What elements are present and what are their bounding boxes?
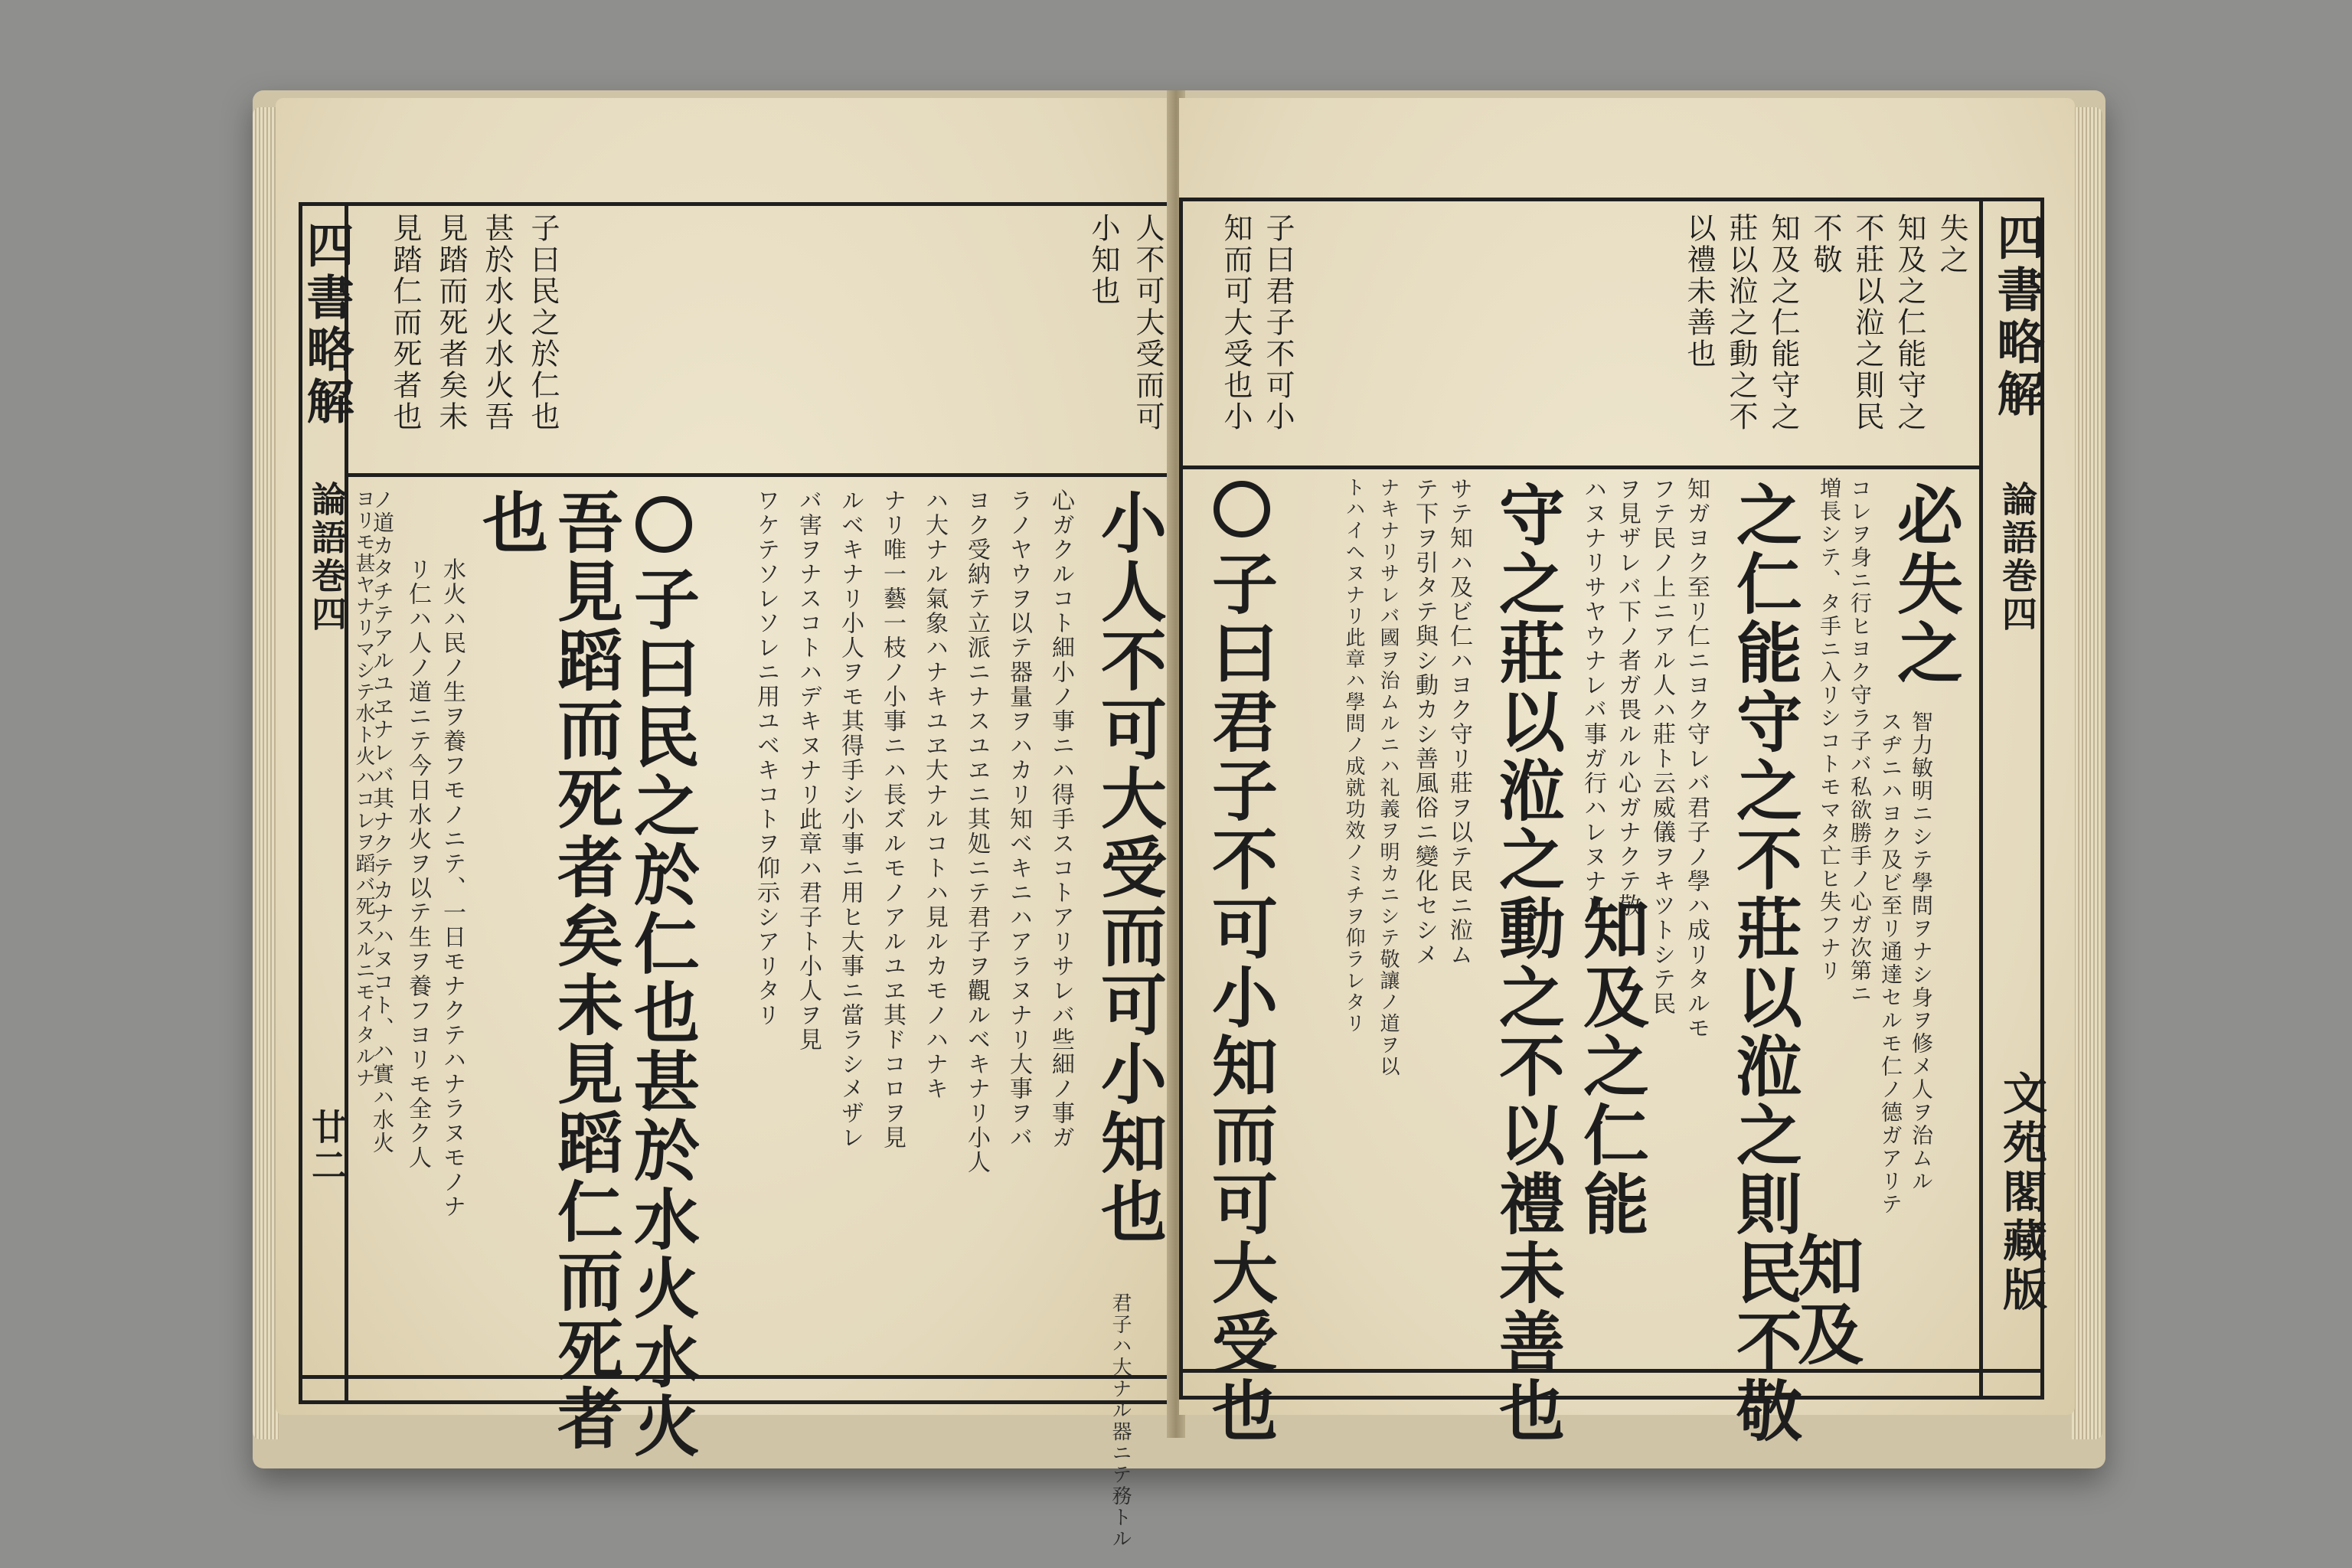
left-small-col-4: ヨク受納テ立派ニナスユヱニ其処ニテ君子ヲ觀ルベキナリ小人 [963, 488, 990, 1174]
right-upper-col-8: 子曰君子不可小 [1261, 213, 1295, 433]
left-page-edge [253, 107, 279, 1439]
right-upper-col-9: 知而可大受也小 [1219, 213, 1253, 433]
right-big-tail-1: 知及 [1786, 1231, 1864, 1369]
left-big-col-4: 也 [471, 488, 548, 557]
left-strip-title: 四書略解 [299, 220, 354, 429]
right-upper-col-2: 知及之仁能守之 [1893, 213, 1926, 433]
left-upper-col-6: 見踏仁而死者也 [388, 213, 422, 433]
left-small-col-8: バ害ヲナスコトハデキヌナリ此章ハ君子ト小人ヲ見 [795, 488, 822, 1052]
right-small-col-12: トハイヘヌナリ此章ハ學問ノ成就功效ノミチヲ仰ラレタリ [1342, 477, 1365, 1034]
right-big-col-4: 子曰君子不可小知而可大受也 [1200, 550, 1278, 1446]
right-small-col-2: スヂニハヨク及ビ至リ通達セルモ仁ノ德ガアリテ [1878, 710, 1903, 1216]
left-small-col-9: ワケテソレソレニ用ユベキコトヲ仰示シアリタリ [753, 488, 779, 1027]
left-small-col-5: ハ大ナル氣象ハナキユヱ大ナルコトハ見ルカモノハナキ [921, 488, 948, 1101]
right-small-col-10: テ下ヲ引タテ與シ動カシ善風俗ニ變化セシメ [1411, 477, 1438, 967]
right-page [1179, 98, 2075, 1446]
left-upper-col-2: 小知也 [1086, 213, 1120, 307]
right-big-col-1: 必失之 [1886, 481, 1963, 688]
left-small-col-7: ルベキナリ小人ヲモ其得手シ小事ニ用ヒ大事ニ當ラシメザレ [837, 488, 864, 1150]
left-circle-mark [635, 496, 692, 553]
left-upper-divider [348, 473, 1171, 477]
left-small-col-12: ノ道カタチテアルユヱナレバ其ナクテカナハヌコト、ハ實ハ水火 [370, 488, 395, 1155]
right-upper-col-1: 失之 [1935, 213, 1968, 276]
right-small-col-8: ハヌナリサヤウナレバ事ガ行ハレヌナリ [1579, 477, 1606, 918]
left-small-col-11: リ仁ハ人ノ道ニテ今日水火ヲ以テ生ヲ養フヨリモ全ク人 [404, 557, 431, 1170]
right-small-col-1: 智力敏明ニシテ學問ヲナシ身ヲ修メ人ヲ治ムル [1909, 710, 1934, 1193]
right-strip-section: 論語巻四 [1997, 481, 2038, 634]
right-strip-title: 四書略解 [1989, 213, 2045, 421]
right-publisher: 文苑閣藏版 [1995, 1070, 2047, 1315]
left-big-col-3: 吾見蹈而死者矣未見蹈仁而死者 [546, 488, 623, 1453]
right-small-col-11: ナキナリサレバ國ヲ治ムルニハ礼義ヲ明カニシテ敬讓ノ道ヲ以 [1377, 477, 1400, 1077]
right-small-col-9: サテ知ハ及ビ仁ハヨク守リ莊ヲ以テ民ニ涖ム [1446, 477, 1472, 967]
right-upper-divider [1179, 466, 1979, 469]
left-big-col-2: 子曰民之於仁也甚於水火水火 [622, 565, 700, 1461]
left-strip-section: 論語巻四 [306, 481, 348, 634]
left-folio: 廿二 [306, 1109, 348, 1185]
left-small-col-1: 君子ハ大ナル器ニテ務トル [1109, 1292, 1132, 1550]
left-small-col-10: 水火ハ民ノ生ヲ養フモノニテ、一日モナクテハナラヌモノナ [439, 557, 466, 1219]
right-upper-col-6: 莊以涖之動之不 [1724, 213, 1758, 433]
right-big-col-2: 之仁能守之不莊以涖之則民不敬 [1725, 481, 1802, 1446]
right-big-col-3: 守之莊以涖之動之不以禮未善也 [1488, 481, 1565, 1446]
left-upper-col-3: 子曰民之於仁也 [526, 213, 560, 433]
right-upper-col-3: 不莊以涖之則民 [1851, 213, 1884, 433]
right-small-col-7: ヲ見ザレバ下ノ者ガ畏ルル心ガナクテ敬 [1614, 477, 1641, 918]
right-circle-mark [1214, 481, 1270, 537]
left-small-col-6: ナリ唯一藝一枝ノ小事ニハ長ズルモノアルユヱ其ドコロヲ見 [879, 488, 906, 1150]
left-small-col-3: ラノヤウヲ以テ器量ヲハカリ知ベキニハアラヌナリ大事ヲバ [1005, 488, 1032, 1150]
left-small-col-13: ヨリモ甚ヤナリマシテ水ト火ハコレヲ蹈バ死スルニモイタルナ [352, 488, 375, 1089]
right-upper-col-4: 不敬 [1808, 213, 1842, 276]
left-upper-col-5: 見踏而死者矣未 [434, 213, 468, 433]
left-page [276, 98, 1171, 1550]
left-upper-col-4: 甚於水火水火吾 [480, 213, 514, 433]
right-page-edge [2072, 107, 2102, 1439]
left-small-col-2: 心ガクルコト細小ノ事ニハ得手スコトアリサレバ些細ノ事ガ [1047, 488, 1074, 1150]
right-big-tail-2: 知及之仁能 [1572, 894, 1649, 1239]
right-small-col-5: 知ガヨク至リ仁ニヨク守レバ君子ノ學ハ成リタルモ [1683, 477, 1710, 1040]
right-small-col-4: 増長シテ、タ手ニ入リシコトモマタ亡ヒ失フナリ [1817, 477, 1842, 982]
right-small-col-3: コレヲ身ニ行ヒヨク守ラ子バ私欲勝手ノ心ガ次第ニ [1847, 477, 1873, 1005]
left-upper-col-1: 人不可大受而可 [1131, 213, 1165, 433]
right-upper-col-7: 以禮未善也 [1682, 213, 1716, 370]
right-small-col-6: フテ民ノ上ニアル人ハ莊ト云威儀ヲキツトシテ民 [1648, 477, 1675, 1016]
right-upper-col-5: 知及之仁能守之 [1766, 213, 1800, 433]
left-big-col-1: 小人不可大受而可小知也 [1089, 488, 1167, 1246]
left-bottom-rule [299, 1375, 1175, 1379]
right-bottom-rule [1179, 1369, 2040, 1373]
